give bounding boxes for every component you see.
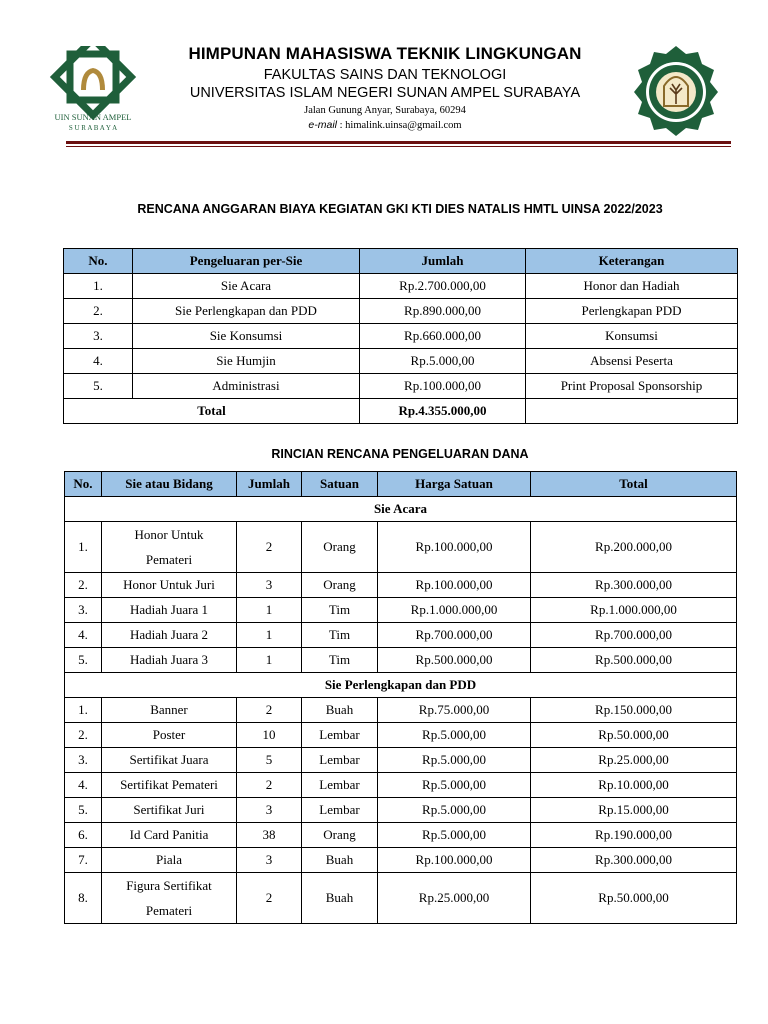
section-row: Sie Acara (65, 497, 737, 522)
table-row: 5. Hadiah Juara 3 1 Tim Rp.500.000,00 Rp.500.000,00 (65, 648, 737, 673)
section-row: Sie Perlengkapan dan PDD (65, 673, 737, 698)
details-title: RINCIAN RENCANA PENGELUARAN DANA (271, 447, 529, 461)
table-row: 5. Administrasi Rp.100.000,00 Print Proposal Sponsorship (64, 374, 738, 399)
university-name: UNIVERSITAS ISLAM NEGERI SUNAN AMPEL SURABAYA (189, 85, 581, 101)
table-row: 3. Sie Konsumsi Rp.660.000,00 Konsumsi (64, 324, 738, 349)
email-line (150, 119, 620, 131)
address: Jalan Gunung Anyar, Surabaya, 60294 (304, 105, 466, 116)
col-no: No. (64, 249, 133, 274)
total-row (64, 399, 738, 424)
faculty-name: FAKULTAS SAINS DAN TEKNOLOGI (263, 67, 507, 83)
table-row: 2. Sie Perlengkapan dan PDD Rp.890.000,00 Perlengkapan PDD (64, 299, 738, 324)
total-label: Total (64, 399, 360, 424)
col-amount: Jumlah (360, 249, 526, 274)
org-name: HIMPUNAN MAHASISWA TEKNIK LINGKUNGAN (188, 44, 582, 63)
item-perlengkapan: Sie Perlengkapan dan PDD (133, 299, 360, 324)
logo-text-1: UIN SUNAN AMPEL (54, 112, 132, 122)
uinsa-logo (48, 46, 138, 136)
logo-text-2: S U R A B A Y A (68, 124, 118, 132)
document-title: RENCANA ANGGARAN BIAYA KEGIATAN GKI KTI DIES NATALIS HMTL UINSA 2022/2023 (137, 202, 663, 216)
header-rule-thick (66, 141, 731, 144)
email-label: e-mail (308, 119, 337, 131)
col-note: Keterangan (526, 249, 738, 274)
table-row: 8. Figura Sertifikat Pemateri 2 Buah Rp.25.000,00 Rp.50.000,00 (65, 873, 737, 924)
table-row: 1. Banner 2 Buah Rp.75.000,00 Rp.150.000,00 (65, 698, 737, 723)
table-row: 4. Sie Humjin Rp.5.000,00 Absensi Peserta (64, 349, 738, 374)
header-rule-thin (66, 146, 731, 147)
table-row: 1. Sie Acara Rp.2.700.000,00 Honor dan Hadiah (64, 274, 738, 299)
email-value: : himalink.uinsa@gmail.com (337, 120, 462, 131)
table-row: 2. Honor Untuk Juri 3 Orang Rp.100.000,00 Rp.300.000,00 (65, 573, 737, 598)
table-header-row (64, 249, 738, 274)
table-row: 7. Piala 3 Buah Rp.100.000,00 Rp.300.000,00 (65, 848, 737, 873)
expense-detail-table (64, 471, 737, 924)
table-row: 1. Honor Untuk Pemateri 2 Orang Rp.100.000,00 Rp.200.000,00 (65, 522, 737, 573)
hmtl-logo (630, 44, 722, 136)
budget-summary-table (63, 248, 738, 424)
col-item: Pengeluaran per-Sie (133, 249, 360, 274)
table-row: 5. Sertifikat Juri 3 Lembar Rp.5.000,00 Rp.15.000,00 (65, 798, 737, 823)
table-row: 3. Sertifikat Juara 5 Lembar Rp.5.000,00 Rp.25.000,00 (65, 748, 737, 773)
table-header-row: No. Sie atau Bidang Jumlah Satuan Harga Satuan Total (65, 472, 737, 497)
table-row: 6. Id Card Panitia 38 Orang Rp.5.000,00 Rp.190.000,00 (65, 823, 737, 848)
table-row: 2. Poster 10 Lembar Rp.5.000,00 Rp.50.000,00 (65, 723, 737, 748)
table-row: 3. Hadiah Juara 1 1 Tim Rp.1.000.000,00 Rp.1.000.000,00 (65, 598, 737, 623)
table-row: 4. Sertifikat Pemateri 2 Lembar Rp.5.000,00 Rp.10.000,00 (65, 773, 737, 798)
total-amount: Rp.4.355.000,00 (360, 399, 526, 424)
table-row: 4. Hadiah Juara 2 1 Tim Rp.700.000,00 Rp.700.000,00 (65, 623, 737, 648)
